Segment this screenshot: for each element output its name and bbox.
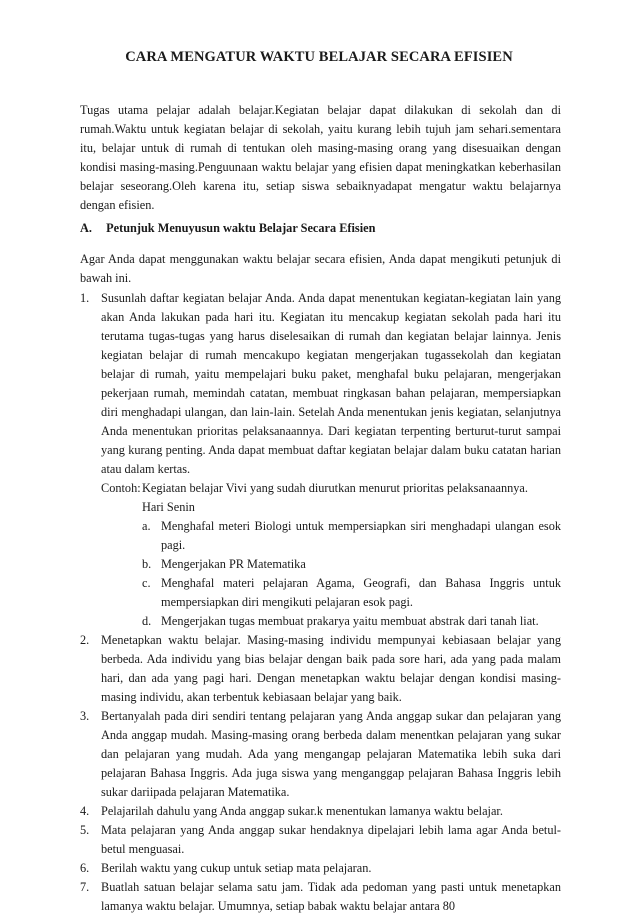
list-item bbox=[80, 821, 561, 859]
intro-paragraph: Tugas utama pelajar adalah belajar.Kegiatan belajar dapat dilakukan di sekolah dan di rumah.Waktu untuk kegiatan belajar di sekolah, yaitu kurang lebih tujuh jam sehari.sementara itu, belajar untuk di rumah di tentukan oleh masing-masing orang yang disesuaikan dengan kondisi masing-masing.Penguunaan waktu belajar yang efisien dapat meningkatkan keberhasilan belajar seseorang.Oleh karena itu, setiap siswa sebaiknyadapat mengatur waktu belajarnya dengan efisien. bbox=[80, 103, 561, 212]
list-item bbox=[80, 878, 561, 916]
section-title: Petunjuk Menuyusun waktu Belajar Secara Efisien bbox=[106, 221, 376, 235]
sub-text: Menghafal materi pelajaran Agama, Geografi, dan Bahasa Inggris untuk mempersiapkan diri mengikuti pelajaran esok pagi. bbox=[161, 576, 561, 609]
lead-paragraph: Agar Anda dapat menggunakan waktu belajar secara efisien, Anda dapat mengikuti petunjuk di bawah ini. bbox=[80, 252, 561, 285]
example-day: Hari Senin bbox=[142, 500, 195, 514]
list-item-text: Menetapkan waktu belajar. Masing-masing individu mempunyai kebiasaan belajar yang berbeda. Ada individu yang bias belajar dengan baik pada sore hari, ada yang pada malam hari, dan ada yang pagi hari. Dengan menetapkan waktu belajar dengan kondisi masing-masing individu, akan terbentuk kebiasaan belajar yang baik. bbox=[101, 633, 561, 704]
list-number: 5. bbox=[80, 823, 90, 837]
sub-list-item bbox=[101, 574, 561, 612]
document-title: CARA MENGATUR WAKTU BELAJAR SECARA EFISIEN bbox=[125, 49, 513, 65]
list-item-text: Susunlah daftar kegiatan belajar Anda. Anda dapat menentukan kegiatan-kegiatan lain yang akan Anda lakukan pada hari itu. Kegiatan itu mencakup kegiatan sekolah pada hari itu terutama tugas-tugas yang harus diselesaikan di rumah dan kegiatan belajar lainnya. Jenis kegiatan belajar di rumah mencakupo kegiatan mengerjakan tugassekolah dan kegiatan belajar di rumah, yaitu mempelajari buku paket, menghafal buku pelajaran, mengerjakan pekerjaan rumah, memindah catatan, membuat ringkasan bahan pelajaran, mempersiapkan diri menghadapi ulangan, dan lain-lain. Setelah Anda menentukan jenis kegiatan, selanjutnya Anda menentukan prioritas pelaksanaannya. Dari kegiatan terpenting berturut-turut sampai yang kurang penting. Anda dapat membuat daftar kegiatan belajar dalam buku catatan harian atau dalam kertas. bbox=[101, 291, 561, 476]
list-item-text: Bertanyalah pada diri sendiri tentang pelajaran yang Anda anggap sukar dan pelajaran yang Anda anggap mudah. Masing-masing orang berbeda dalam menentkan pelajaran yang sukar dan pelajaran yang mudah. Ada yang mengangap pelajaran Matematika lebih suka dari pelajaran Bahasa Inggris. Ada juga siswa yang menganggap pelajaran Bahasa Inggris lebih sukar dariipada pelajaran Matematika. bbox=[101, 709, 561, 799]
list-item bbox=[80, 859, 561, 878]
list-item-text: Berilah waktu yang cukup untuk setiap mata pelajaran. bbox=[101, 861, 372, 875]
list-number: 1. bbox=[80, 291, 90, 305]
sub-letter: a. bbox=[142, 519, 151, 533]
list-item-text: Buatlah satuan belajar selama satu jam. Tidak ada pedoman yang pasti untuk menetapkan lamanya waktu belajar. Umumnya, setiap babak waktu belajar antara 80 bbox=[101, 880, 561, 913]
list-number: 6. bbox=[80, 861, 90, 875]
list-number: 3. bbox=[80, 709, 90, 723]
sub-letter: b. bbox=[142, 557, 152, 571]
list-item bbox=[80, 802, 561, 821]
instruction-list bbox=[80, 289, 561, 916]
sub-list-item bbox=[101, 555, 561, 574]
list-number: 4. bbox=[80, 804, 90, 818]
sub-list-item bbox=[101, 517, 561, 555]
list-number: 7. bbox=[80, 880, 90, 894]
list-item bbox=[80, 289, 561, 631]
list-item bbox=[80, 631, 561, 707]
list-item bbox=[80, 707, 561, 802]
section-heading bbox=[80, 219, 561, 238]
sub-letter: d. bbox=[142, 614, 152, 628]
list-item-text: Pelajarilah dahulu yang Anda anggap sukar.k menentukan lamanya waktu belajar. bbox=[101, 804, 503, 818]
sub-text: Mengerjakan tugas membuat prakarya yaitu membuat abstrak dari tanah liat. bbox=[161, 614, 539, 628]
example-label: Contoh: bbox=[101, 481, 141, 495]
example-text: Kegiatan belajar Vivi yang sudah diurutkan menurut prioritas pelaksanaannya. bbox=[142, 481, 528, 495]
example-block bbox=[101, 479, 561, 498]
list-number: 2. bbox=[80, 633, 90, 647]
sub-text: Menghafal meteri Biologi untuk mempersiapkan siri menghadapi ulangan esok pagi. bbox=[161, 519, 561, 552]
section-letter: A. bbox=[80, 221, 92, 235]
sub-list-item bbox=[101, 612, 561, 631]
sub-text: Mengerjakan PR Matematika bbox=[161, 557, 306, 571]
list-item-text: Mata pelajaran yang Anda anggap sukar hendaknya dipelajari lebih lama agar Anda betul-betul menguasai. bbox=[101, 823, 561, 856]
sub-letter: c. bbox=[142, 576, 151, 590]
